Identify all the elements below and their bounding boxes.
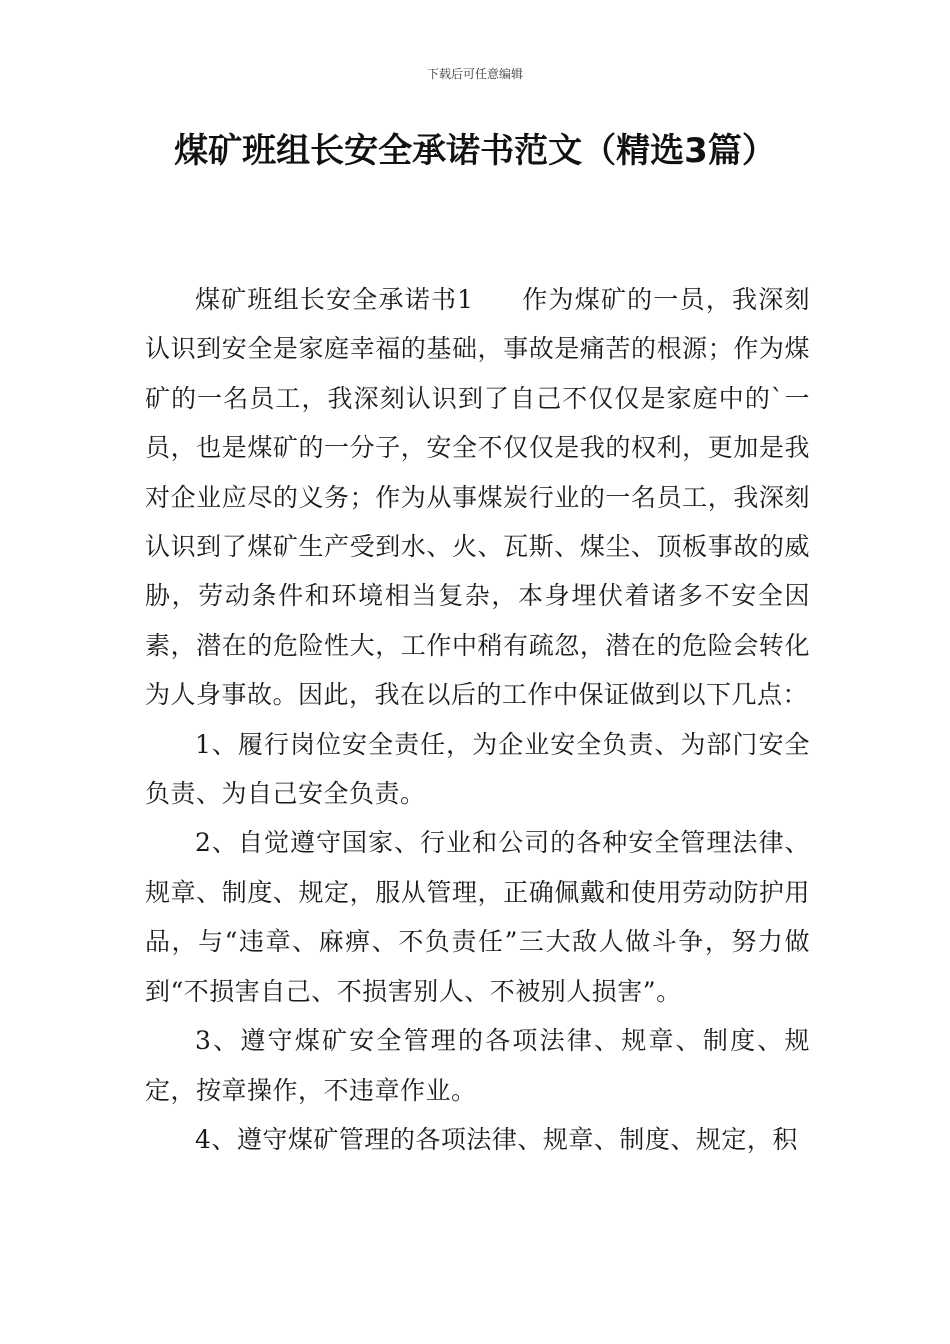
list-item-4: 4、遵守煤矿管理的各项法律、规章、制度、规定，积 xyxy=(195,1124,798,1154)
header-note: 下载后可任意编辑 xyxy=(426,67,523,81)
list-item-1: 1、履行岗位安全责任，为企业安全负责、为部门安全负责、为自己安全负责。 xyxy=(145,729,810,809)
intro-paragraph xyxy=(145,275,810,720)
section-heading: 煤矿班组长安全承诺书1 xyxy=(195,285,474,314)
list-item-2: 2、自觉遵守国家、行业和公司的各种安全管理法律、规章、制度、规定，服从管理，正确佩戴和使用劳动防护用品，与“违章、麻痹、不负责任”三大敌人做斗争，努力做到“不损害自己、不损害别人、不被别人损害”。 xyxy=(145,828,810,1006)
list-item-3: 3、遵守煤矿安全管理的各项法律、规章、制度、规定，按章操作，不违章作业。 xyxy=(145,1026,810,1105)
intro-text: 作为煤矿的一员，我深刻认识到安全是家庭幸福的基础，事故是痛苦的根源；作为煤矿的一名员工，我深刻认识到了自己不仅仅是家庭中的`一员，也是煤矿的一分子，安全不仅仅是我的权利，更加是我对企业应尽的义务；作为从事煤炭行业的一名员工，我深刻认识到了煤矿生产受到水、火、瓦斯、煤尘、顶板事故的威胁，劳动条件和环境相当复杂，本身埋伏着诸多不安全因素，潜在的危险性大，工作中稍有疏忽，潜在的危险会转化为人身事故。因此，我在以后的工作中保证做到以下几点： xyxy=(145,285,810,710)
document-body xyxy=(145,275,810,1164)
document-title: 煤矿班组长安全承诺书范文（精选3篇） xyxy=(174,131,776,171)
